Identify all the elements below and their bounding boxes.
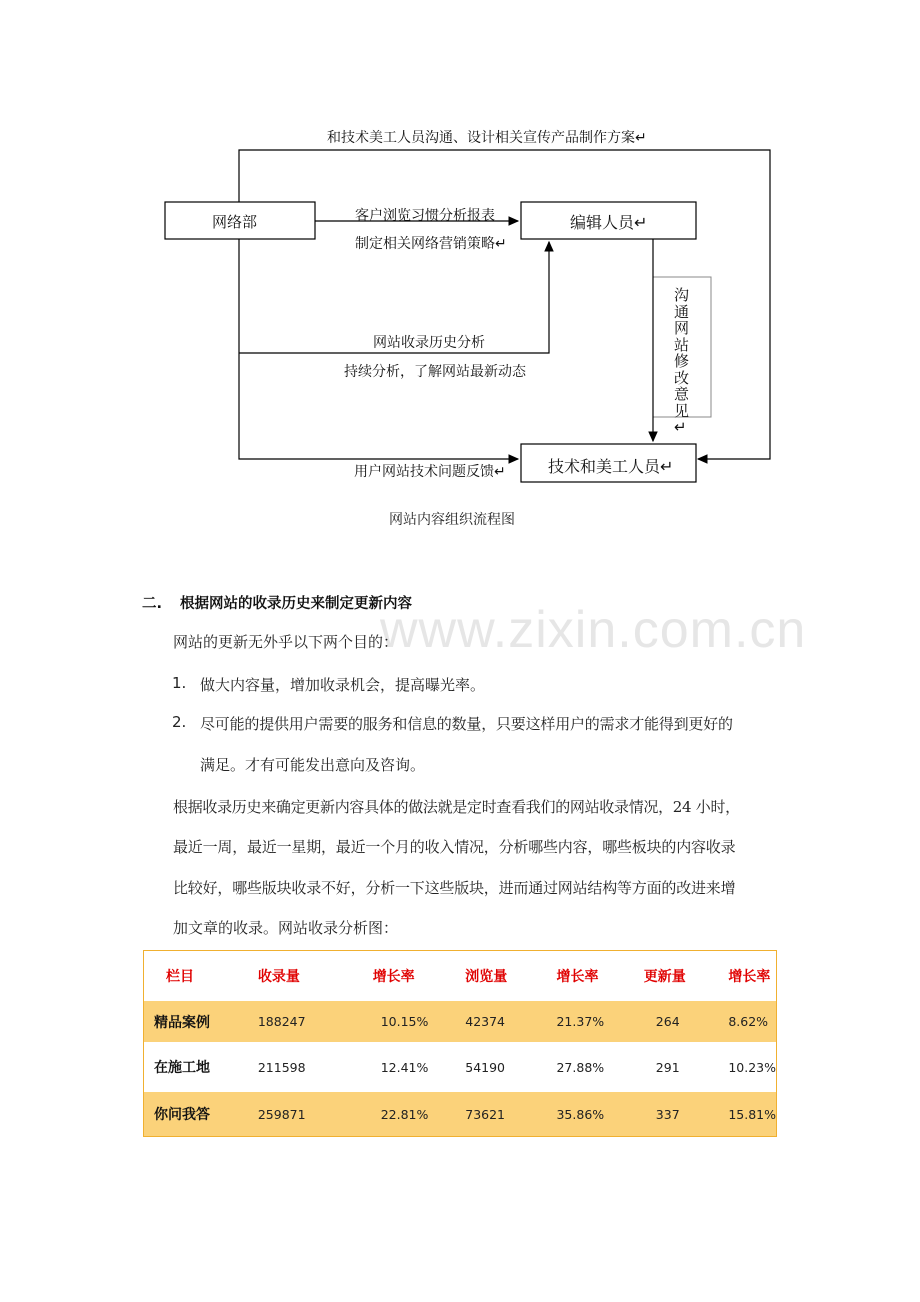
row-views: 54190 (455, 1042, 546, 1092)
header-views: 浏览量 (455, 951, 546, 1002)
stats-table (143, 950, 777, 1137)
row-growth-1: 22.81% (363, 1092, 456, 1137)
table-header-row (144, 951, 777, 1002)
row-growth-1: 12.41% (363, 1042, 456, 1092)
feedback-label: 用户网站技术问题反馈↵ (354, 464, 506, 480)
node-network-label: 网络部 (212, 213, 258, 231)
dynamic-label: 持续分析，了解网站最新动态 (344, 364, 526, 380)
header-growth-1: 增长率 (363, 951, 456, 1002)
row-views: 73621 (455, 1092, 546, 1137)
list-item-2-line1: 尽可能的提供用户需要的服务和信息的数量，只要这样用户的需求才能得到更好的 (200, 715, 733, 733)
body-line-1: 根据收录历史来确定更新内容具体的做法就是定时查看我们的网站收录情况，24 小时， (173, 798, 740, 816)
row-updates: 337 (634, 1092, 719, 1137)
body-line-4: 加文章的收录。网站收录分析图： (173, 919, 399, 937)
row-updates: 264 (634, 1001, 719, 1042)
watermark: www.zixin.com.cn (380, 601, 807, 659)
body-line-2: 最近一周，最近一星期，最近一个月的收入情况，分析哪些内容，哪些板块的内容收录 (173, 838, 736, 856)
row-growth-2: 35.86% (546, 1092, 633, 1137)
row-growth-3: 10.23% (718, 1042, 776, 1092)
vertical-label: 沟通网站修改意见↵ (674, 286, 690, 436)
row-indexed: 259871 (248, 1092, 363, 1137)
header-updates: 更新量 (634, 951, 719, 1002)
header-column: 栏目 (144, 951, 248, 1002)
node-editor-label: 编辑人员↵ (570, 213, 648, 232)
intro-paragraph: 网站的更新无外乎以下两个目的： (173, 633, 399, 651)
section-number: 二. (142, 596, 163, 612)
list-item-1: 做大内容量，增加收录机会，提高曝光率。 (200, 676, 486, 694)
diagram-caption: 网站内容组织流程图 (389, 512, 515, 528)
row-indexed: 188247 (248, 1001, 363, 1042)
section-title: 根据网站的收录历史来制定更新内容 (180, 596, 412, 612)
history-label: 网站收录历史分析 (373, 335, 485, 351)
row-growth-1: 10.15% (363, 1001, 456, 1042)
header-growth-3: 增长率 (718, 951, 776, 1002)
row-updates: 291 (634, 1042, 719, 1092)
row-growth-3: 8.62% (718, 1001, 776, 1042)
top-label: 和技术美工人员沟通、设计相关宣传产品制作方案↵ (327, 130, 647, 146)
row-views: 42374 (455, 1001, 546, 1042)
list-item-2-number: 2. (172, 713, 187, 731)
row-name: 在施工地 (144, 1042, 248, 1092)
list-item-1-number: 1. (172, 674, 187, 692)
row-growth-2: 21.37% (546, 1001, 633, 1042)
node-tech-label: 技术和美工人员↵ (548, 457, 674, 476)
report-label: 客户浏览习惯分析报表 (355, 208, 495, 224)
header-indexed: 收录量 (248, 951, 363, 1002)
list-item-2-line2: 满足。才有可能发出意向及咨询。 (200, 756, 426, 774)
row-growth-2: 27.88% (546, 1042, 633, 1092)
row-indexed: 211598 (248, 1042, 363, 1092)
row-name: 精品案例 (144, 1001, 248, 1042)
body-line-3: 比较好，哪些版块收录不好，分析一下这些版块，进而通过网站结构等方面的改进来增 (173, 879, 736, 897)
row-name: 你问我答 (144, 1092, 248, 1137)
header-growth-2: 增长率 (546, 951, 633, 1002)
row-growth-3: 15.81% (718, 1092, 776, 1137)
strategy-label: 制定相关网络营销策略↵ (355, 236, 507, 252)
table-row (144, 1042, 777, 1092)
table-row (144, 1092, 777, 1137)
table-row (144, 1001, 777, 1042)
